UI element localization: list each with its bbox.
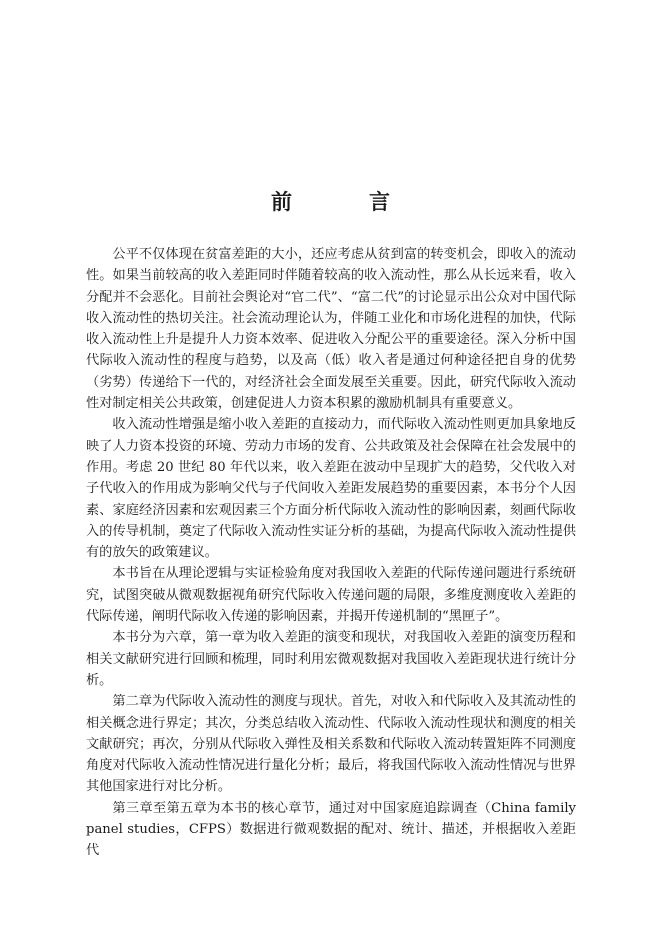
paragraph: 公平不仅体现在贫富差距的大小，还应考虑从贫到富的转变机会，即收入的流动性。如果当前较高的收入差距同时伴随着较高的收入流动性，那么从长远来看，收入分配并不会恶化。目前社会舆论对“官二代”、“富二代”的讨论显示出公众对中国代际收入流动性的热切关注。社会流动理论认为，伴随工业化和市场化进程的加快，代际收入流动性上升是提升人力资本效率、促进收入分配公平的重要途径。深入分析中国代际收入流动性的程度与趋势，以及高（低）收入者是通过何种途径把自身的优势（劣势）传递给下一代的，对经济社会全面发展至关重要。因此，研究代际收入流动性对制定相关公共政策，创建促进人力资本积累的激励机制具有重要意义。	[86, 247, 576, 412]
preface-body	[86, 244, 576, 862]
paragraph: 收入流动性增强是缩小收入差距的直接动力，而代际收入流动性则更加具象地反映了人力资本投资的环境、劳动力市场的发育、公共政策及社会保障在社会发展中的作用。考虑 20 世纪 80 年代以来，收入差距在波动中呈现扩大的趋势，父代收入对子代收入的作用成为影响父代与子代间收入差距发展趋势的重要因素，本书分个人因素、家庭经济因素和宏观因素三个方面分析代际收入流动性的影响因素，刻画代际收入的传导机制，奠定了代际收入流动性实证分析的基础，为提高代际收入流动性提供有的放矢的政策建议。	[86, 417, 576, 561]
paragraph: 本书旨在从理论逻辑与实证检验角度对我国收入差距的代际传递问题进行系统研究，试图突破从微观数据视角研究代际收入传递问题的局限，多维度测度收入差距的代际传递，阐明代际收入传递的影响因素，并揭开传递机制的“黑匣子”。	[86, 566, 576, 625]
paragraph: 本书分为六章，第一章为收入差距的演变和现状，对我国收入差距的演变历程和相关文献研究进行回顾和梳理，同时利用宏微观数据对我国收入差距现状进行统计分析。	[86, 630, 576, 688]
page-title: 前 言	[271, 190, 418, 214]
paragraph: 第三章至第五章为本书的核心章节，通过对中国家庭追踪调查（China family panel studies，CFPS）数据进行微观数据的配对、统计、描述，并根据收入差距代	[86, 800, 576, 859]
paragraph: 第二章为代际收入流动性的测度与现状。首先，对收入和代际收入及其流动性的相关概念进行界定；其次，分类总结收入流动性、代际收入流动性现状和测度的相关文献研究；再次，分别从代际收入弹性及相关系数和代际收入流动转置矩阵不同测度角度对代际收入流动性情况进行量化分析；最后，将我国代际收入流动性情况与世界其他国家进行对比分析。	[86, 694, 576, 795]
